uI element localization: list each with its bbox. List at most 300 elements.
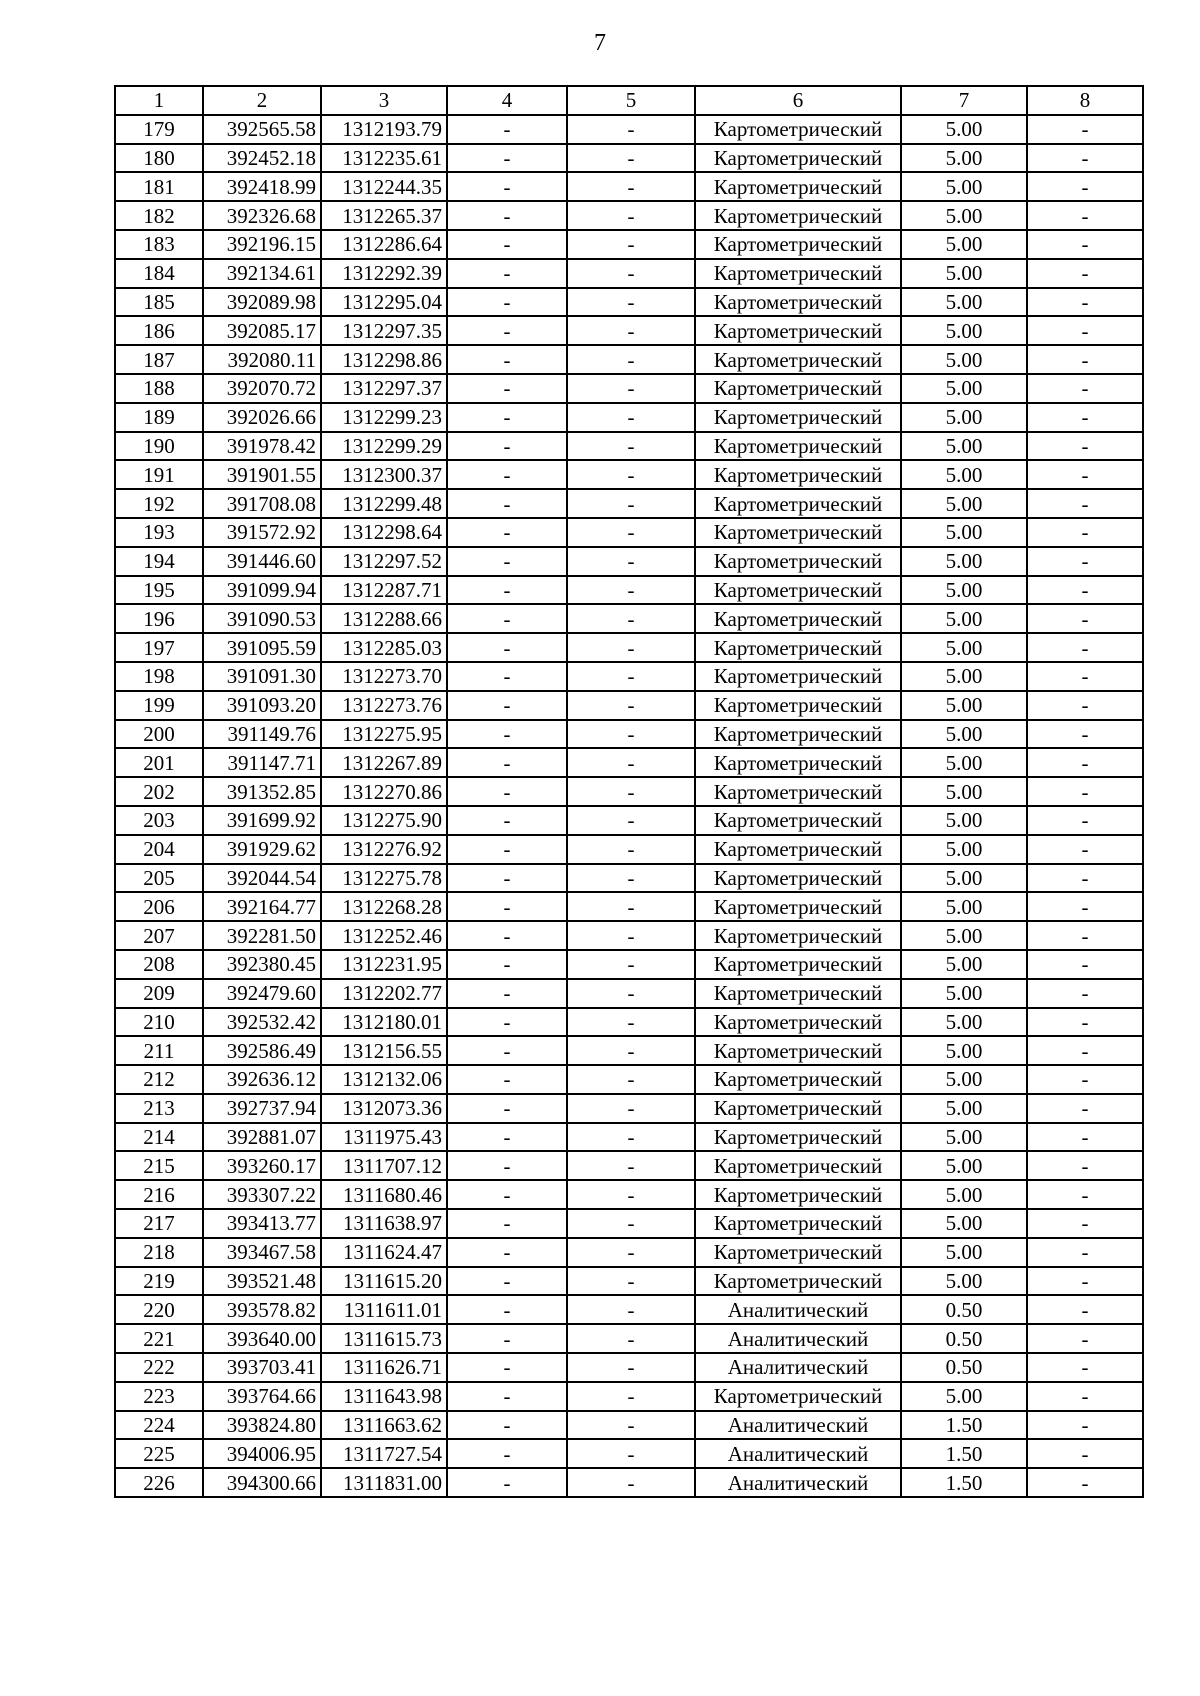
table-row [115, 979, 1143, 1008]
col4-cell: - [447, 172, 567, 201]
table-row [115, 892, 1143, 921]
col8-cell: - [1027, 547, 1143, 576]
accuracy-cell: 5.00 [901, 1382, 1027, 1411]
table-row [115, 489, 1143, 518]
col5-cell: - [567, 633, 695, 662]
point-number-cell: 199 [115, 691, 203, 720]
col8-cell: - [1027, 1439, 1143, 1468]
col5-cell: - [567, 1439, 695, 1468]
col5-cell: - [567, 1123, 695, 1152]
col8-cell: - [1027, 1238, 1143, 1267]
col8-cell: - [1027, 979, 1143, 1008]
y-coordinate-cell: 1312244.35 [321, 172, 447, 201]
col8-cell: - [1027, 1324, 1143, 1353]
accuracy-cell: 5.00 [901, 720, 1027, 749]
col5-cell: - [567, 1209, 695, 1238]
point-number-cell: 203 [115, 806, 203, 835]
column-header: 5 [567, 86, 695, 115]
col8-cell: - [1027, 950, 1143, 979]
col8-cell: - [1027, 720, 1143, 749]
point-number-cell: 218 [115, 1238, 203, 1267]
y-coordinate-cell: 1311680.46 [321, 1180, 447, 1209]
x-coordinate-cell: 391095.59 [203, 633, 321, 662]
x-coordinate-cell: 393640.00 [203, 1324, 321, 1353]
method-cell: Картометрический [695, 316, 901, 345]
table-row [115, 1008, 1143, 1037]
col4-cell: - [447, 1267, 567, 1296]
col8-cell: - [1027, 1036, 1143, 1065]
method-cell: Картометрический [695, 1123, 901, 1152]
accuracy-cell: 0.50 [901, 1324, 1027, 1353]
col4-cell: - [447, 1065, 567, 1094]
method-cell: Картометрический [695, 1382, 901, 1411]
x-coordinate-cell: 392452.18 [203, 144, 321, 173]
accuracy-cell: 5.00 [901, 1209, 1027, 1238]
accuracy-cell: 5.00 [901, 864, 1027, 893]
accuracy-cell: 5.00 [901, 345, 1027, 374]
point-number-cell: 184 [115, 259, 203, 288]
col4-cell: - [447, 547, 567, 576]
method-cell: Картометрический [695, 1036, 901, 1065]
method-cell: Аналитический [695, 1353, 901, 1382]
col4-cell: - [447, 864, 567, 893]
col4-cell: - [447, 316, 567, 345]
accuracy-cell: 5.00 [901, 748, 1027, 777]
accuracy-cell: 5.00 [901, 1094, 1027, 1123]
col5-cell: - [567, 432, 695, 461]
x-coordinate-cell: 391901.55 [203, 460, 321, 489]
x-coordinate-cell: 394300.66 [203, 1468, 321, 1497]
col8-cell: - [1027, 1353, 1143, 1382]
col8-cell: - [1027, 1008, 1143, 1037]
point-number-cell: 190 [115, 432, 203, 461]
x-coordinate-cell: 392881.07 [203, 1123, 321, 1152]
method-cell: Картометрический [695, 633, 901, 662]
accuracy-cell: 5.00 [901, 1123, 1027, 1152]
y-coordinate-cell: 1311615.73 [321, 1324, 447, 1353]
col5-cell: - [567, 144, 695, 173]
col4-cell: - [447, 1468, 567, 1497]
y-coordinate-cell: 1311624.47 [321, 1238, 447, 1267]
accuracy-cell: 5.00 [901, 662, 1027, 691]
col4-cell: - [447, 662, 567, 691]
x-coordinate-cell: 392326.68 [203, 201, 321, 230]
method-cell: Аналитический [695, 1295, 901, 1324]
method-cell: Картометрический [695, 1267, 901, 1296]
col8-cell: - [1027, 748, 1143, 777]
method-cell: Картометрический [695, 604, 901, 633]
table-row [115, 403, 1143, 432]
y-coordinate-cell: 1312202.77 [321, 979, 447, 1008]
point-number-cell: 220 [115, 1295, 203, 1324]
col4-cell: - [447, 403, 567, 432]
method-cell: Картометрический [695, 374, 901, 403]
table-row [115, 864, 1143, 893]
method-cell: Картометрический [695, 432, 901, 461]
table-body [115, 115, 1143, 1497]
accuracy-cell: 5.00 [901, 1238, 1027, 1267]
column-header: 4 [447, 86, 567, 115]
accuracy-cell: 5.00 [901, 259, 1027, 288]
col8-cell: - [1027, 432, 1143, 461]
table-row [115, 316, 1143, 345]
y-coordinate-cell: 1311707.12 [321, 1151, 447, 1180]
col5-cell: - [567, 835, 695, 864]
table-row [115, 172, 1143, 201]
method-cell: Картометрический [695, 201, 901, 230]
table-row [115, 633, 1143, 662]
accuracy-cell: 5.00 [901, 316, 1027, 345]
method-cell: Картометрический [695, 864, 901, 893]
table-row [115, 604, 1143, 633]
col5-cell: - [567, 345, 695, 374]
x-coordinate-cell: 393307.22 [203, 1180, 321, 1209]
x-coordinate-cell: 391929.62 [203, 835, 321, 864]
x-coordinate-cell: 392532.42 [203, 1008, 321, 1037]
y-coordinate-cell: 1312287.71 [321, 576, 447, 605]
accuracy-cell: 5.00 [901, 201, 1027, 230]
col5-cell: - [567, 288, 695, 317]
point-number-cell: 181 [115, 172, 203, 201]
column-header: 2 [203, 86, 321, 115]
col5-cell: - [567, 547, 695, 576]
point-number-cell: 216 [115, 1180, 203, 1209]
col4-cell: - [447, 691, 567, 720]
col5-cell: - [567, 1151, 695, 1180]
method-cell: Картометрический [695, 259, 901, 288]
col4-cell: - [447, 1238, 567, 1267]
point-number-cell: 185 [115, 288, 203, 317]
point-number-cell: 202 [115, 777, 203, 806]
col4-cell: - [447, 604, 567, 633]
accuracy-cell: 5.00 [901, 518, 1027, 547]
accuracy-cell: 5.00 [901, 604, 1027, 633]
table-row [115, 1468, 1143, 1497]
y-coordinate-cell: 1312235.61 [321, 144, 447, 173]
col5-cell: - [567, 892, 695, 921]
x-coordinate-cell: 392089.98 [203, 288, 321, 317]
point-number-cell: 186 [115, 316, 203, 345]
point-number-cell: 187 [115, 345, 203, 374]
accuracy-cell: 5.00 [901, 374, 1027, 403]
col4-cell: - [447, 432, 567, 461]
point-number-cell: 226 [115, 1468, 203, 1497]
y-coordinate-cell: 1312298.64 [321, 518, 447, 547]
y-coordinate-cell: 1312180.01 [321, 1008, 447, 1037]
method-cell: Картометрический [695, 489, 901, 518]
x-coordinate-cell: 393467.58 [203, 1238, 321, 1267]
point-number-cell: 196 [115, 604, 203, 633]
point-number-cell: 219 [115, 1267, 203, 1296]
x-coordinate-cell: 392026.66 [203, 403, 321, 432]
accuracy-cell: 5.00 [901, 547, 1027, 576]
column-header: 7 [901, 86, 1027, 115]
col5-cell: - [567, 1008, 695, 1037]
y-coordinate-cell: 1312073.36 [321, 1094, 447, 1123]
table-row [115, 777, 1143, 806]
col8-cell: - [1027, 1151, 1143, 1180]
accuracy-cell: 5.00 [901, 288, 1027, 317]
accuracy-cell: 5.00 [901, 576, 1027, 605]
point-number-cell: 197 [115, 633, 203, 662]
table-row [115, 691, 1143, 720]
y-coordinate-cell: 1312193.79 [321, 115, 447, 144]
x-coordinate-cell: 393578.82 [203, 1295, 321, 1324]
accuracy-cell: 5.00 [901, 432, 1027, 461]
point-number-cell: 215 [115, 1151, 203, 1180]
col4-cell: - [447, 979, 567, 1008]
method-cell: Картометрический [695, 1094, 901, 1123]
y-coordinate-cell: 1312267.89 [321, 748, 447, 777]
y-coordinate-cell: 1312299.23 [321, 403, 447, 432]
col8-cell: - [1027, 1382, 1143, 1411]
accuracy-cell: 5.00 [901, 1008, 1027, 1037]
column-header: 1 [115, 86, 203, 115]
col5-cell: - [567, 777, 695, 806]
col5-cell: - [567, 1065, 695, 1094]
y-coordinate-cell: 1311727.54 [321, 1439, 447, 1468]
method-cell: Картометрический [695, 777, 901, 806]
col8-cell: - [1027, 604, 1143, 633]
point-number-cell: 211 [115, 1036, 203, 1065]
accuracy-cell: 5.00 [901, 144, 1027, 173]
table-row [115, 374, 1143, 403]
col8-cell: - [1027, 835, 1143, 864]
point-number-cell: 217 [115, 1209, 203, 1238]
col8-cell: - [1027, 662, 1143, 691]
point-number-cell: 221 [115, 1324, 203, 1353]
point-number-cell: 182 [115, 201, 203, 230]
y-coordinate-cell: 1312252.46 [321, 921, 447, 950]
x-coordinate-cell: 391572.92 [203, 518, 321, 547]
accuracy-cell: 5.00 [901, 950, 1027, 979]
y-coordinate-cell: 1312297.52 [321, 547, 447, 576]
table-row [115, 201, 1143, 230]
col5-cell: - [567, 201, 695, 230]
x-coordinate-cell: 392164.77 [203, 892, 321, 921]
accuracy-cell: 5.00 [901, 691, 1027, 720]
col8-cell: - [1027, 403, 1143, 432]
x-coordinate-cell: 391708.08 [203, 489, 321, 518]
y-coordinate-cell: 1312295.04 [321, 288, 447, 317]
method-cell: Картометрический [695, 748, 901, 777]
x-coordinate-cell: 391446.60 [203, 547, 321, 576]
y-coordinate-cell: 1312273.76 [321, 691, 447, 720]
y-coordinate-cell: 1311626.71 [321, 1353, 447, 1382]
method-cell: Картометрический [695, 115, 901, 144]
col4-cell: - [447, 720, 567, 749]
table-row [115, 547, 1143, 576]
col5-cell: - [567, 460, 695, 489]
col4-cell: - [447, 1382, 567, 1411]
col5-cell: - [567, 950, 695, 979]
col5-cell: - [567, 115, 695, 144]
table-row [115, 518, 1143, 547]
y-coordinate-cell: 1312285.03 [321, 633, 447, 662]
method-cell: Картометрический [695, 979, 901, 1008]
x-coordinate-cell: 393413.77 [203, 1209, 321, 1238]
method-cell: Картометрический [695, 1238, 901, 1267]
col4-cell: - [447, 576, 567, 605]
col4-cell: - [447, 950, 567, 979]
x-coordinate-cell: 391099.94 [203, 576, 321, 605]
point-number-cell: 214 [115, 1123, 203, 1152]
method-cell: Картометрический [695, 1151, 901, 1180]
col5-cell: - [567, 1382, 695, 1411]
point-number-cell: 205 [115, 864, 203, 893]
accuracy-cell: 1.50 [901, 1439, 1027, 1468]
y-coordinate-cell: 1312299.48 [321, 489, 447, 518]
accuracy-cell: 5.00 [901, 892, 1027, 921]
col5-cell: - [567, 259, 695, 288]
col4-cell: - [447, 230, 567, 259]
x-coordinate-cell: 392565.58 [203, 115, 321, 144]
x-coordinate-cell: 391978.42 [203, 432, 321, 461]
col8-cell: - [1027, 892, 1143, 921]
col5-cell: - [567, 806, 695, 835]
table-row [115, 1065, 1143, 1094]
method-cell: Картометрический [695, 460, 901, 489]
method-cell: Картометрический [695, 230, 901, 259]
col5-cell: - [567, 1468, 695, 1497]
table-row [115, 1295, 1143, 1324]
column-header: 3 [321, 86, 447, 115]
col8-cell: - [1027, 1209, 1143, 1238]
accuracy-cell: 5.00 [901, 1036, 1027, 1065]
table-row [115, 1151, 1143, 1180]
col5-cell: - [567, 316, 695, 345]
x-coordinate-cell: 392085.17 [203, 316, 321, 345]
accuracy-cell: 5.00 [901, 1065, 1027, 1094]
accuracy-cell: 5.00 [901, 230, 1027, 259]
col4-cell: - [447, 144, 567, 173]
table-row [115, 1411, 1143, 1440]
col4-cell: - [447, 1295, 567, 1324]
method-cell: Картометрический [695, 892, 901, 921]
accuracy-cell: 0.50 [901, 1353, 1027, 1382]
x-coordinate-cell: 391147.71 [203, 748, 321, 777]
col8-cell: - [1027, 633, 1143, 662]
table-row [115, 1324, 1143, 1353]
col8-cell: - [1027, 518, 1143, 547]
accuracy-cell: 5.00 [901, 633, 1027, 662]
x-coordinate-cell: 393260.17 [203, 1151, 321, 1180]
col8-cell: - [1027, 1267, 1143, 1296]
table-row [115, 1036, 1143, 1065]
method-cell: Картометрический [695, 1209, 901, 1238]
col8-cell: - [1027, 1411, 1143, 1440]
point-number-cell: 183 [115, 230, 203, 259]
table-row [115, 1238, 1143, 1267]
table-row [115, 259, 1143, 288]
y-coordinate-cell: 1312276.92 [321, 835, 447, 864]
point-number-cell: 189 [115, 403, 203, 432]
col8-cell: - [1027, 460, 1143, 489]
col5-cell: - [567, 691, 695, 720]
col8-cell: - [1027, 144, 1143, 173]
point-number-cell: 213 [115, 1094, 203, 1123]
y-coordinate-cell: 1312275.95 [321, 720, 447, 749]
col4-cell: - [447, 345, 567, 374]
point-number-cell: 208 [115, 950, 203, 979]
method-cell: Картометрический [695, 662, 901, 691]
col5-cell: - [567, 864, 695, 893]
col4-cell: - [447, 1180, 567, 1209]
y-coordinate-cell: 1312297.37 [321, 374, 447, 403]
y-coordinate-cell: 1312288.66 [321, 604, 447, 633]
col4-cell: - [447, 921, 567, 950]
point-number-cell: 180 [115, 144, 203, 173]
col4-cell: - [447, 633, 567, 662]
column-header: 6 [695, 86, 901, 115]
accuracy-cell: 5.00 [901, 806, 1027, 835]
col5-cell: - [567, 172, 695, 201]
accuracy-cell: 5.00 [901, 1267, 1027, 1296]
x-coordinate-cell: 391093.20 [203, 691, 321, 720]
point-number-cell: 222 [115, 1353, 203, 1382]
col5-cell: - [567, 1036, 695, 1065]
col5-cell: - [567, 1267, 695, 1296]
col8-cell: - [1027, 921, 1143, 950]
point-number-cell: 223 [115, 1382, 203, 1411]
col8-cell: - [1027, 777, 1143, 806]
point-number-cell: 204 [115, 835, 203, 864]
col5-cell: - [567, 662, 695, 691]
point-number-cell: 192 [115, 489, 203, 518]
x-coordinate-cell: 392636.12 [203, 1065, 321, 1094]
col8-cell: - [1027, 345, 1143, 374]
accuracy-cell: 5.00 [901, 835, 1027, 864]
y-coordinate-cell: 1311615.20 [321, 1267, 447, 1296]
point-number-cell: 201 [115, 748, 203, 777]
col8-cell: - [1027, 489, 1143, 518]
col5-cell: - [567, 1094, 695, 1123]
col4-cell: - [447, 460, 567, 489]
x-coordinate-cell: 392479.60 [203, 979, 321, 1008]
y-coordinate-cell: 1312299.29 [321, 432, 447, 461]
col5-cell: - [567, 1324, 695, 1353]
table-row [115, 1382, 1143, 1411]
accuracy-cell: 5.00 [901, 172, 1027, 201]
point-number-cell: 195 [115, 576, 203, 605]
table-row [115, 1094, 1143, 1123]
y-coordinate-cell: 1311643.98 [321, 1382, 447, 1411]
y-coordinate-cell: 1312265.37 [321, 201, 447, 230]
point-number-cell: 225 [115, 1439, 203, 1468]
col4-cell: - [447, 777, 567, 806]
accuracy-cell: 5.00 [901, 921, 1027, 950]
col8-cell: - [1027, 1123, 1143, 1152]
method-cell: Картометрический [695, 172, 901, 201]
col5-cell: - [567, 576, 695, 605]
table-row [115, 576, 1143, 605]
table-row [115, 1123, 1143, 1152]
x-coordinate-cell: 392281.50 [203, 921, 321, 950]
col4-cell: - [447, 1324, 567, 1353]
y-coordinate-cell: 1312268.28 [321, 892, 447, 921]
x-coordinate-cell: 393764.66 [203, 1382, 321, 1411]
col4-cell: - [447, 1094, 567, 1123]
accuracy-cell: 5.00 [901, 1151, 1027, 1180]
method-cell: Картометрический [695, 547, 901, 576]
x-coordinate-cell: 392586.49 [203, 1036, 321, 1065]
table-row [115, 835, 1143, 864]
point-number-cell: 206 [115, 892, 203, 921]
col4-cell: - [447, 1353, 567, 1382]
table-row [115, 288, 1143, 317]
col4-cell: - [447, 259, 567, 288]
table-row [115, 230, 1143, 259]
